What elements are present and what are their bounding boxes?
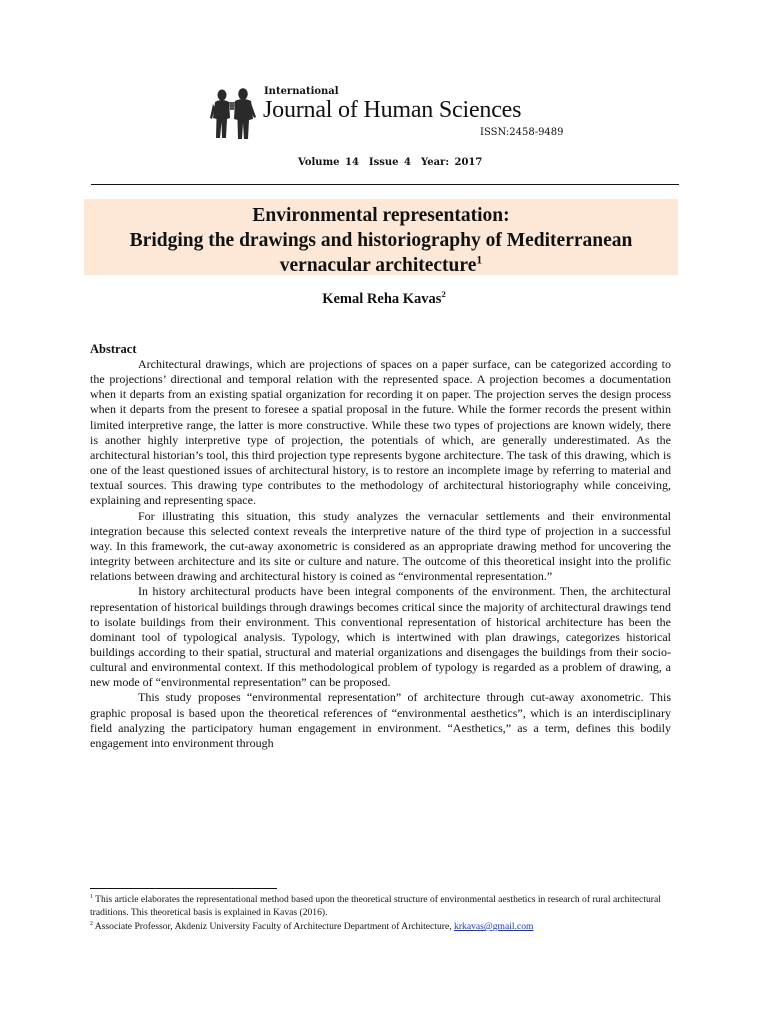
title-line-2: Bridging the drawings and historiography of Mediterranean [129, 230, 633, 251]
title-line-3-text: vernacular architecture [279, 255, 477, 276]
footnote-1-number: 1 [90, 893, 93, 900]
abstract-paragraph-3: In history architectural products have been integral components of the environment. Then, the architectural representation of historical buildings through drawings becomes critical since the majority of architectural drawings tend to isolate buildings from their environment. This conventional representation of historical architecture has been the dominant tool of typological analysis. Typology, which is intertwined with plan drawings, categorizes historical buildings according to their spatial, structural and material organizations and disengages the buildings from their socio-cultural and environmental context. If this methodological problem of typology is regarded as a problem of drawing, a new mode of “environmental representation” can be proposed. [90, 584, 671, 690]
volume-label: Volume 14 [298, 157, 359, 168]
article-title-box [84, 199, 678, 275]
issn-number: ISSN:2458-9489 [480, 127, 564, 138]
two-figures-logo-icon [207, 88, 261, 140]
issue-label: Issue 4 [368, 157, 411, 168]
footnote-1-text: This article elaborates the representational method based upon the theoretical structure of environmental aesthetics in research of rural architectural traditions. This theoretical basis is explained in Kavas (2016). [90, 894, 661, 918]
footnote-2-text: Associate Professor, Akdeniz University Faculty of Architecture Department of Architecture, [94, 921, 455, 932]
abstract-heading: Abstract [90, 342, 137, 356]
abstract-section [90, 342, 671, 751]
year-label: Year: 2017 [420, 157, 483, 168]
author-email-link[interactable]: krkavas@gmail.com [454, 921, 534, 932]
author-name: Kemal Reha Kavas [322, 291, 442, 307]
title-line-1: Environmental representation: [252, 205, 510, 226]
header-divider [91, 184, 679, 185]
footnote-divider [90, 888, 277, 889]
author-line [0, 291, 768, 308]
abstract-paragraph-4: This study proposes “environmental representation” of architecture through cut-away axonometric. This graphic proposal is based upon the theoretical references of “environmental aesthetics”, which is an interdisciplinary field analyzing the participatory human engagement in environment. “Aesthetics,” as a term, defines this bodily engagement into environment through [90, 690, 671, 750]
volume-issue-year [298, 157, 482, 168]
journal-prefix: International [264, 86, 339, 97]
abstract-paragraph-1: Architectural drawings, which are projections of spaces on a paper surface, can be categorized according to the projections’ directional and temporal relation with the represented space. A projection becomes a documentation when it departs from an existing spatial organization for recording it on paper. The projection serves the design process when it departs from the present to foresee a spatial proposal in the future. While the former records the present within limited interpretive range, the latter is more constructive. While these two types of projections are known widely, there is another highly interpretive type of projection, the potentials of which, are generally underestimated. As the architectural historian’s tool, this third projection type represents bygone architecture. The task of this drawing, which is one of the least questioned issues of architectural history, is to restore an incomplete image by referring to material and textual sources. This drawing type contributes to the methodology of architectural historiography while conceiving, explaining and representing space. [90, 357, 671, 508]
footnote-2 [90, 921, 690, 934]
abstract-paragraph-2: For illustrating this situation, this study analyzes the vernacular settlements and their environmental integration because this selected context reveals the interpretive nature of the third type of projection in a successful way. In this framework, the cut-away axonometric is considered as an appropriate drawing method for uncovering the integrity between architecture and its site or culture and nature. The outcome of this theoretical insight into the prolific relations between drawing and architectural history is coined as “environmental representation.” [90, 508, 671, 584]
author-footnote-marker: 2 [441, 289, 446, 300]
journal-title: Journal of Human Sciences [263, 97, 522, 123]
title-footnote-marker: 1 [476, 253, 483, 267]
footnote-1 [90, 894, 690, 919]
title-line-3 [84, 253, 678, 278]
footnote-2-number: 2 [90, 920, 93, 927]
